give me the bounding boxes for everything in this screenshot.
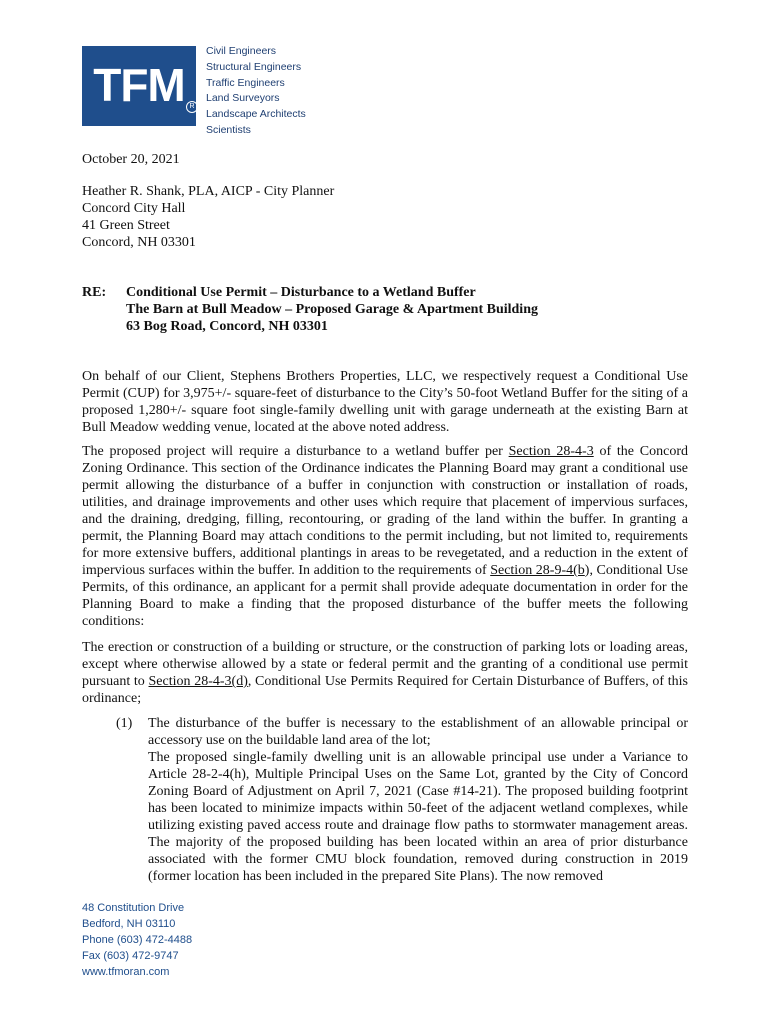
text-run: The erection or construction of a building or structure, or the construction of parking lots or loading areas, except where otherwise allowed by a state or federal permit and the granting of a conditional use permit pursuant to [82,640,688,689]
registered-mark-icon: R [186,101,198,113]
item-explanation: The proposed single-family dwelling unit is an allowable principal use under a Variance to Article 28-2-4(h), Multiple Principal Uses on the Same Lot, granted by the City of Concord Zoning Board of Adjustment on April 7, 2021 (Case #14-21). The proposed building footprint has been located to minimize impacts within 50-feet of the adjacent wetland complexes, while utilizing existing paved access route and drainage flow paths to stormwater management areas. The majority of the proposed building has been located within an area of prior disturbance associated with the former CMU block foundation, removed during construction in 2019 (former location has been included in the prepared Site Plans). The now removed [148,750,688,884]
recipient-line: Concord, NH 03301 [82,235,196,250]
recipient-address [82,183,334,251]
subject-lines [126,284,538,335]
paragraph-conditions [82,639,688,707]
text-run: ), Conditional Use Permits, of this ordinance, an applicant for a permit shall provide adequate documentation in order for the Planning Board to make a finding that the proposed disturbance of the buffer meets the following conditions: [82,563,689,629]
footer-website-link[interactable]: www.tfmoran.com [82,966,170,978]
service-item: Landscape Architects [206,108,306,121]
subject-line: The Barn at Bull Meadow – Proposed Garage & Apartment Building [126,302,538,317]
letter-date: October 20, 2021 [82,152,180,167]
subject-line: Conditional Use Permit – Disturbance to a Wetland Buffer [126,285,476,300]
service-item: Traffic Engineers [206,76,285,89]
footer-contact [82,900,192,980]
recipient-line: Concord City Hall [82,201,186,216]
paragraph-ordinance [82,443,688,630]
re-label: RE: [82,285,107,300]
service-item: Scientists [206,123,251,136]
service-item: Structural Engineers [206,60,302,73]
subject-line: 63 Bog Road, Concord, NH 03301 [126,319,328,334]
service-item: Civil Engineers [206,45,277,57]
recipient-line: Heather R. Shank, PLA, AICP - City Planner [82,184,335,199]
service-item: Land Surveyors [206,92,280,105]
services-list [206,44,306,139]
footer-line: Phone (603) 472-4488 [82,934,193,946]
section-reference-link: Section 28-4-3 [508,444,594,459]
section-reference-link: Section 28-4-3(d) [148,674,248,689]
item-number: (1) [116,716,133,731]
text-run: of the Concord Zoning Ordinance. This section of the Ordinance indicates the Planning Board may grant a conditional use permit allowing the disturbance of a buffer in conjunction with construction or installation of roads, utilities, and drainage improvements and other uses which require that placement of impervious surfaces, and the draining, dredging, filling, recontouring, or grading of the land within the buffer. In granting a permit, the Planning Board may attach conditions to the permit including, but not limited to, requirements for more extensive buffers, additional plantings in areas to be revegetated, and a reduction in the extent of impervious surfaces within the buffer. In addition to the requirements of [82,444,688,578]
text-run: The proposed project will require a disturbance to a wetland buffer per [82,444,509,459]
item-text: The disturbance of the buffer is necessary to the establishment of an allowable principal or accessory use on the buildable land area of the lot; [148,716,688,748]
recipient-line: 41 Green Street [82,218,170,233]
logo-text: TFM [93,59,185,111]
condition-item-1 [116,715,688,885]
text-run: , Conditional Use Permits Required for Certain Disturbance of Buffers, of this ordinance; [82,674,688,706]
footer-line: Fax (603) 472-9747 [82,950,179,962]
paragraph-intro: On behalf of our Client, Stephens Brothers Properties, LLC, we respectively request a Conditional Use Permit (CUP) for 3,975+/- square-feet of disturbance to the City’s 50-foot Wetland Buffer for the siting of a proposed 1,280+/- square foot single-family dwelling unit with garage underneath at the existing Barn at Bull Meadow wedding venue, located at the above noted address. [82,369,688,435]
footer-line: 48 Constitution Drive [82,902,185,914]
section-reference-link: Section 28-9-4(b [490,563,585,578]
footer-line: Bedford, NH 03110 [82,918,176,930]
